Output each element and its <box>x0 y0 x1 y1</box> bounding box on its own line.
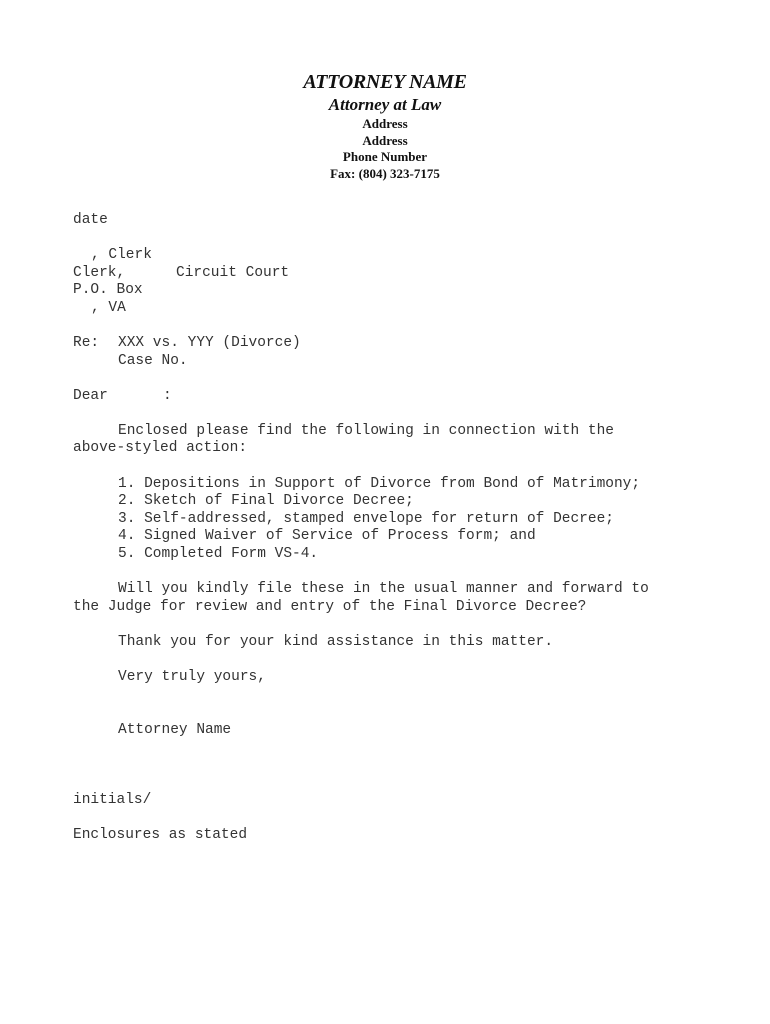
address-line-2: Address <box>362 132 408 148</box>
list-item: 1. Depositions in Support of Divorce from Bond of Matrimony; <box>118 476 641 492</box>
request-line-2: the Judge for review and entry of the Final Divorce Decree? <box>73 599 587 615</box>
attorney-name-heading: ATTORNEY NAME <box>303 71 467 93</box>
letterhead <box>0 70 770 182</box>
recipient-line-4: , VA <box>91 300 126 316</box>
recipient-line-2b: Circuit Court <box>176 265 290 281</box>
list-item: 4. Signed Waiver of Service of Process form; and <box>118 528 536 544</box>
list-item: 2. Sketch of Final Divorce Decree; <box>118 493 414 509</box>
signature-name: Attorney Name <box>118 722 232 738</box>
re-line-1: XXX vs. YYY (Divorce) <box>118 335 301 351</box>
intro-line-1: Enclosed please find the following in connection with the <box>118 423 614 439</box>
closing-line: Very truly yours, <box>118 669 266 685</box>
list-item: 5. Completed Form VS-4. <box>118 546 319 562</box>
enclosures-note: Enclosures as stated <box>73 827 248 843</box>
salutation-colon: : <box>163 388 172 404</box>
phone-line: Phone Number <box>342 149 428 164</box>
recipient-line-3: P.O. Box <box>73 282 143 298</box>
recipient-line-1: , Clerk <box>91 247 152 263</box>
request-line-1: Will you kindly file these in the usual manner and forward to <box>118 581 649 597</box>
list-item: 3. Self-addressed, stamped envelope for return of Decree; <box>118 511 614 527</box>
thanks-line: Thank you for your kind assistance in this matter. <box>118 634 554 650</box>
attorney-title: Attorney at Law <box>328 95 442 114</box>
salutation-word: Dear <box>73 388 108 404</box>
initials-line: initials/ <box>73 792 152 808</box>
intro-line-2: above-styled action: <box>73 440 248 456</box>
letter-date: date <box>73 212 108 228</box>
fax-line: Fax: (804) 323-7175 <box>330 165 440 181</box>
re-label: Re: <box>73 335 100 351</box>
re-line-2: Case No. <box>118 353 188 369</box>
recipient-line-2a: Clerk, <box>73 265 126 281</box>
address-line-1: Address <box>362 116 408 131</box>
